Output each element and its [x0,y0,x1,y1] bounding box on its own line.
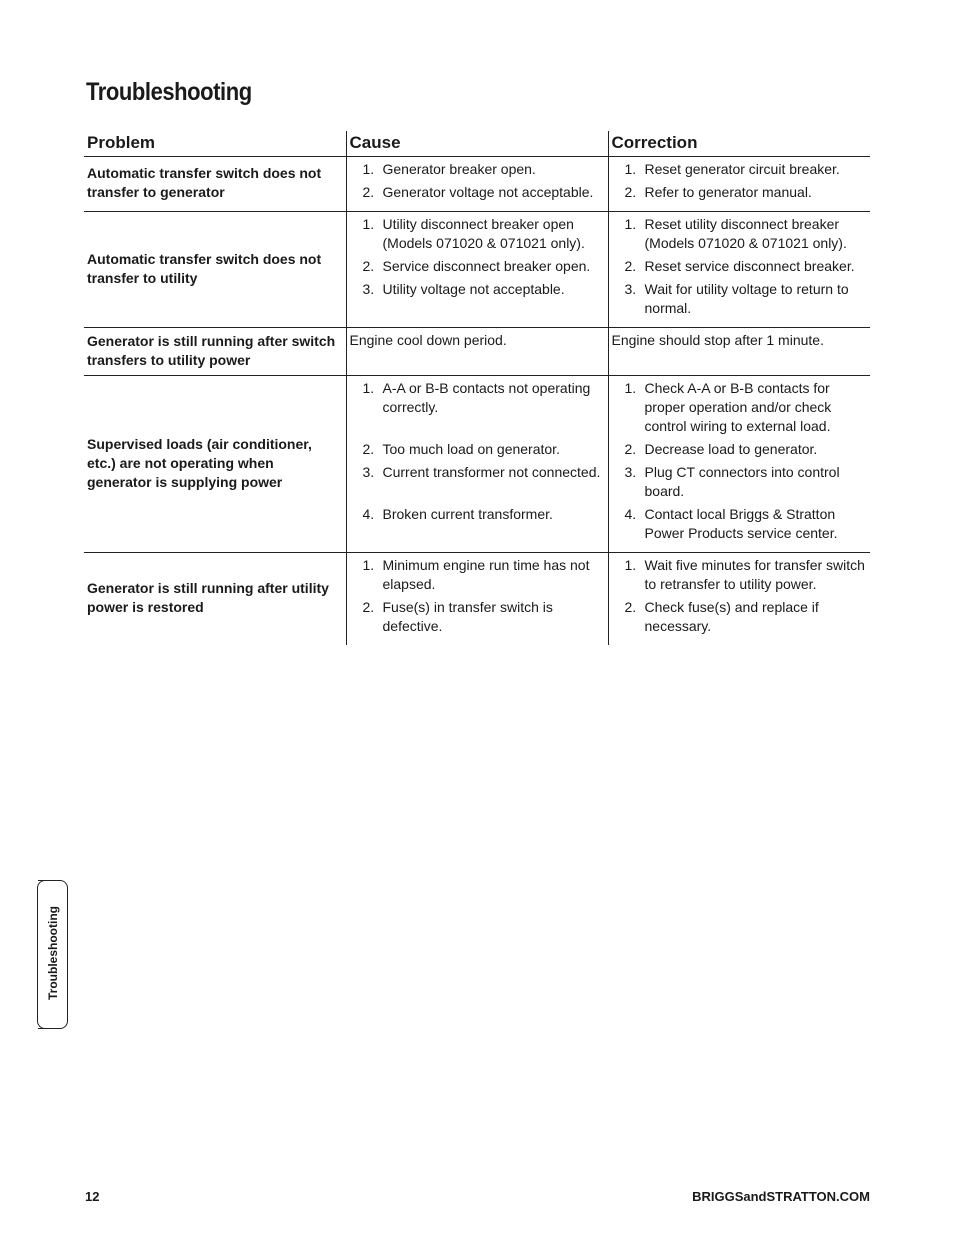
header-cause: Cause [346,131,608,157]
correction-cell [608,212,870,328]
cause-cell [346,553,608,646]
list-item: 3. Utility voltage not acceptable. [362,281,565,297]
page-title: Troubleshooting [86,78,252,106]
list-item: 3. Current transformer not connected. [362,464,601,480]
list-item: 1. Minimum engine run time has not elapsed. [362,557,590,592]
list-item: 1. Wait five minutes for transfer switch to retransfer to utility power. [624,557,865,592]
list-item: 3. Plug CT connectors into control board. [624,464,840,499]
list-item: 1. Check A-A or B-B contacts for proper operation and/or check control wiring to external load. [624,380,832,434]
troubleshooting-table [84,131,870,645]
list-item: 1. Reset utility disconnect breaker (Models 071020 & 071021 only). [624,216,847,251]
table-header-row [84,131,870,157]
problem-cell: Automatic transfer switch does not transfer to utility [84,212,346,328]
table-row [84,376,870,553]
cause-cell: Engine cool down period. [346,328,608,376]
problem-cell: Supervised loads (air conditioner, etc.) are not operating when generator is supplying power [84,376,346,553]
table-row [84,328,870,376]
list-item: 2. Too much load on generator. [362,441,560,457]
table-row [84,212,870,328]
list-item: 4. Contact local Briggs & Stratton Power Products service center. [624,506,838,541]
list-item: 2. Refer to generator manual. [624,184,812,200]
header-problem: Problem [84,131,346,157]
cause-cell [346,376,608,553]
cause-cell [346,157,608,212]
correction-cell [608,376,870,553]
correction-cell: Engine should stop after 1 minute. [608,328,870,376]
list-item: 2. Check fuse(s) and replace if necessary. [624,599,819,634]
problem-cell: Automatic transfer switch does not transfer to generator [84,157,346,212]
correction-cell [608,157,870,212]
list-item: 2. Service disconnect breaker open. [362,258,591,274]
page-number: 12 [85,1189,100,1204]
list-item: 4. Broken current transformer. [362,506,553,522]
list-item: 2. Generator voltage not acceptable. [362,184,594,200]
list-item: 2. Fuse(s) in transfer switch is defective. [362,599,553,634]
list-item: 3. Wait for utility voltage to return to normal. [624,281,849,316]
table-row [84,157,870,212]
list-item: 2. Reset service disconnect breaker. [624,258,855,274]
list-item: 1. Utility disconnect breaker open (Models 071020 & 071021 only). [362,216,585,251]
problem-cell: Generator is still running after utility power is restored [87,580,329,615]
table-row [84,553,870,646]
list-item: 1. A-A or B-B contacts not operating correctly. [362,380,591,415]
header-correction: Correction [608,131,870,157]
footer-website: BRIGGSandSTRATTON.COM [692,1189,870,1204]
cause-cell [346,212,608,328]
list-item: 1. Reset generator circuit breaker. [624,161,840,177]
list-item: 1. Generator breaker open. [362,161,536,177]
list-item: 2. Decrease load to generator. [624,441,818,457]
problem-cell: Generator is still running after switch transfers to utility power [84,328,346,376]
side-tab-label: Troubleshooting [46,906,60,1000]
correction-cell [608,553,870,646]
